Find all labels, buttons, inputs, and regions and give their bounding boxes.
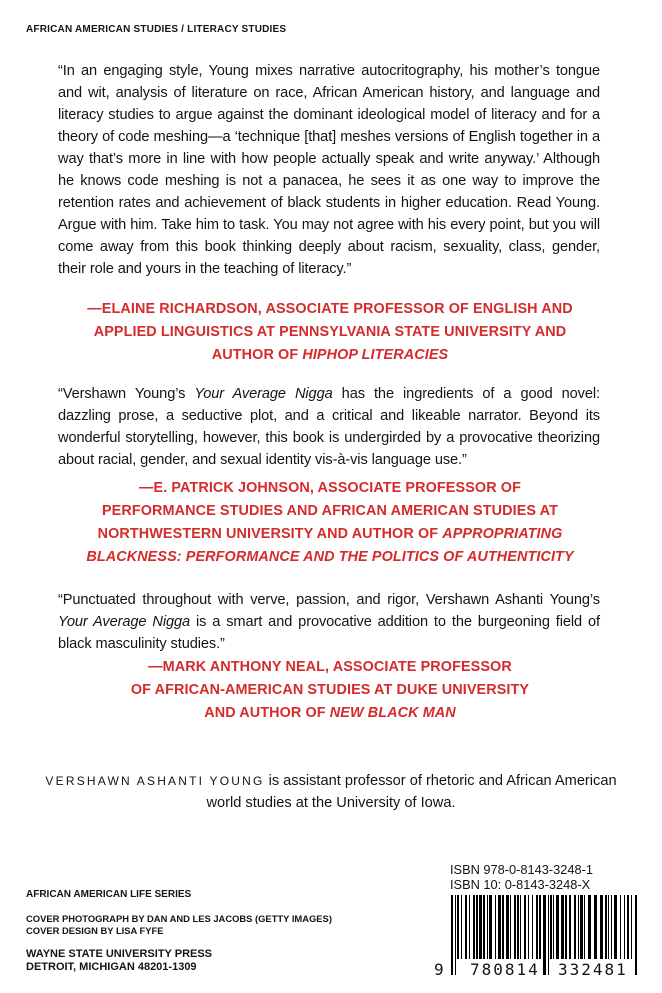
barcode-bar — [514, 895, 516, 959]
barcode-bar — [614, 895, 617, 959]
barcode-bar — [553, 895, 554, 959]
book-title: NEW BLACK MAN — [329, 705, 456, 721]
barcode-bar — [574, 895, 576, 959]
barcode-bar — [620, 895, 621, 959]
barcode-bar — [627, 895, 629, 959]
attribution-line: APPLIED LINGUISTICS AT PENNSYLVANIA STATE UNIVERSITY AND — [93, 324, 567, 340]
barcode-bar — [608, 895, 609, 959]
barcode-bar — [561, 895, 564, 959]
barcode-bar — [489, 895, 492, 959]
barcode-bar — [498, 895, 501, 959]
barcode-bar — [520, 895, 521, 959]
attribution-line: AUTHOR OF HIPHOP LITERACIES — [211, 347, 449, 363]
attribution-line: —E. PATRICK JOHNSON, ASSOCIATE PROFESSOR OF — [139, 480, 521, 496]
barcode-bar — [600, 895, 603, 959]
publisher-info — [26, 948, 212, 974]
book-title: APPROPRIATING — [442, 526, 563, 542]
cover-design-credit: COVER DESIGN BY LISA FYFE — [26, 924, 164, 936]
book-title: Your Average Nigga — [58, 614, 191, 630]
book-title: HIPHOP LITERACIES — [302, 347, 449, 363]
barcode-bar — [550, 895, 552, 959]
barcode-bar — [476, 895, 478, 959]
series-label: AFRICAN AMERICAN LIFE SERIES — [26, 889, 192, 900]
barcode-bar — [528, 895, 529, 959]
barcode-bar — [635, 895, 637, 975]
attribution-line: NORTHWESTERN UNIVERSITY AND AUTHOR OF APPROPRIATING — [97, 526, 563, 542]
barcode-bar — [565, 895, 567, 959]
barcode-bar — [524, 895, 526, 959]
author-bio: VERSHAWN ASHANTI YOUNG is assistant professor of rhetoric and African American world studies at the University of Iowa. — [45, 773, 617, 811]
barcode-bar — [624, 895, 625, 959]
barcode-bar — [465, 895, 467, 959]
barcode-bar — [594, 895, 597, 959]
barcode-bar — [584, 895, 585, 959]
barcode-bar — [502, 895, 504, 959]
barcode-bar — [517, 895, 519, 959]
barcode-bar — [580, 895, 583, 959]
review-quote-neal: “Punctuated throughout with verve, passion, and rigor, Vershawn Ashanti Young’s Your Average Nigga is a smart and provocative addition to the burgeoning field of black masculinity studies.” — [58, 592, 600, 652]
barcode-bar — [469, 895, 470, 959]
barcode-digits-left: 780814 — [470, 960, 540, 979]
isbn-13: ISBN 978-0-8143-3248-1 — [450, 862, 593, 877]
barcode-bar — [461, 895, 462, 959]
barcode-digit-first: 9 — [434, 960, 444, 979]
book-title: Your Average Nigga — [194, 386, 333, 402]
isbn-block — [450, 862, 593, 892]
attribution-johnson — [40, 477, 620, 569]
attribution-line: AND AUTHOR OF NEW BLACK MAN — [204, 705, 456, 721]
barcode-bar — [543, 895, 546, 975]
barcode-bar — [548, 895, 549, 975]
attribution-line: OF AFRICAN-AMERICAN STUDIES AT DUKE UNIVERSITY — [130, 682, 530, 698]
barcode-bar — [479, 895, 482, 959]
attribution-line: PERFORMANCE STUDIES AND AFRICAN AMERICAN STUDIES AT — [101, 503, 558, 519]
cover-photo-credit: COVER PHOTOGRAPH BY DAN AND LES JACOBS (GETTY IMAGES) — [26, 913, 332, 924]
barcode-bar — [451, 895, 453, 975]
attribution-richardson — [40, 298, 620, 367]
barcode-bar — [539, 895, 541, 959]
barcode-bar — [569, 895, 571, 959]
barcode-bar — [473, 895, 475, 959]
barcode-bar — [487, 895, 488, 959]
barcode-bar — [510, 895, 511, 959]
attribution-line: —ELAINE RICHARDSON, ASSOCIATE PROFESSOR OF ENGLISH AND — [87, 301, 573, 317]
barcode-bar — [536, 895, 538, 959]
barcode-bar — [556, 895, 559, 959]
isbn-10: ISBN 10: 0-8143-3248-X — [450, 877, 591, 892]
publisher-address: DETROIT, MICHIGAN 48201-1309 — [26, 961, 197, 973]
barcode-bar — [506, 895, 509, 959]
publisher-name: WAYNE STATE UNIVERSITY PRESS — [26, 948, 213, 960]
barcode-bar — [631, 895, 632, 959]
cover-credits — [26, 913, 332, 936]
barcode-bar — [588, 895, 591, 959]
barcode-digits-right: 332481 — [558, 960, 628, 979]
review-quote-johnson: “Vershawn Young’s Your Average Nigga has the ingredients of a good novel: dazzling prose, a seductive plot, and a critical and likeable narrator. Beyond its wonderful storytelling, however, this book is undergirded by a provocative theorizing about racial, gender, and sexual identity vis-à-vis language use.” — [58, 386, 600, 468]
barcode-bar — [578, 895, 579, 959]
barcode-bar — [495, 895, 496, 959]
book-title: BLACKNESS: PERFORMANCE AND THE POLITICS OF AUTHENTICITY — [86, 549, 574, 565]
author-name: VERSHAWN ASHANTI YOUNG — [45, 774, 265, 788]
review-quote-richardson: “In an engaging style, Young mixes narrative autocritography, his mother’s tongue and wit, analysis of literature on race, African American history, and language and literacy studies to argue against the dominant ideological model of literacy and for a theory of code meshing—a ‘technique [that] meshes versions of English together in a way that’s more in line with how people actually speak and write anyway.’ Although he knows code meshing is not a panacea, he sees it as one way to improve the retention rates and achievement of black students in higher education. Read Young. Argue with him. Take him to task. You may not agree with his every point, but you will come away from this book thinking deeply about racism, sexuality, class, gender, their role and yours in the teaching of literacy.” — [58, 63, 600, 277]
barcode-bar — [457, 895, 459, 959]
attribution-line: —MARK ANTHONY NEAL, ASSOCIATE PROFESSOR — [148, 659, 512, 675]
attribution-neal — [40, 656, 620, 725]
barcode-bar — [611, 895, 612, 959]
barcode-bar — [483, 895, 485, 959]
barcode-bar — [455, 895, 456, 975]
barcode-bar — [532, 895, 533, 959]
category-label: AFRICAN AMERICAN STUDIES / LITERACY STUDIES — [26, 24, 287, 35]
barcode-bar — [605, 895, 607, 959]
